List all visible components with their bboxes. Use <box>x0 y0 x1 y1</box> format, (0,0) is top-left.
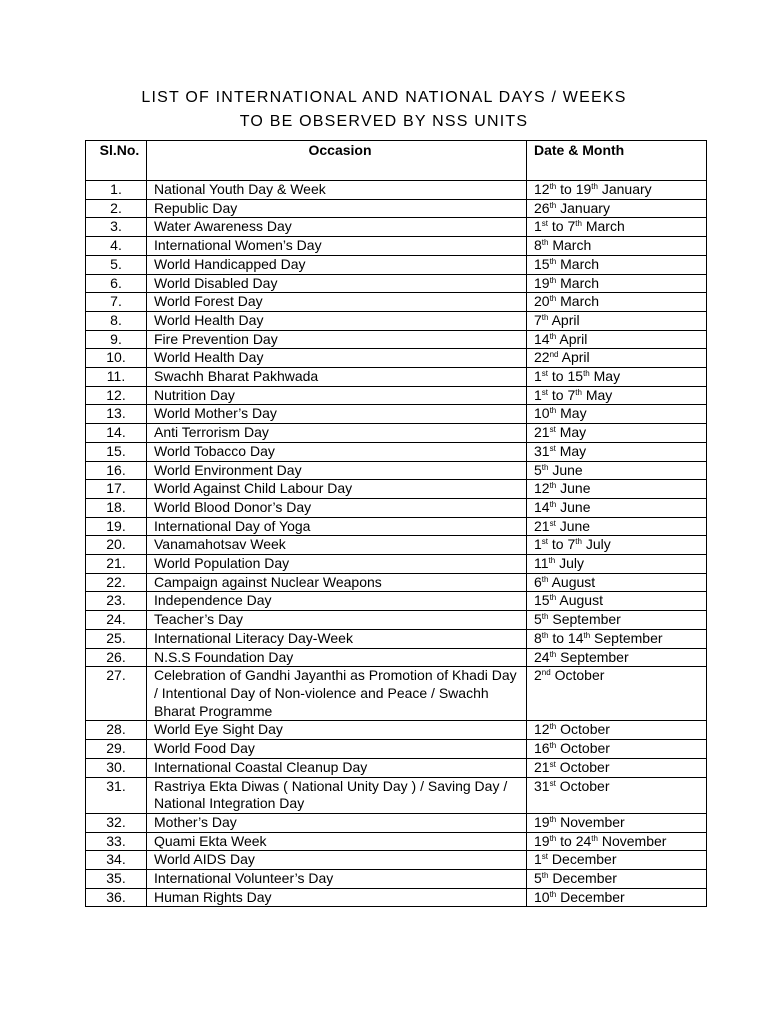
date-month-cell <box>527 888 707 907</box>
serial-number-cell: 4. <box>86 237 147 256</box>
occasion-cell: World Disabled Day <box>147 274 527 293</box>
table-row <box>86 311 707 330</box>
date-text: 11 <box>534 555 549 572</box>
ordinal-suffix: th <box>541 238 549 248</box>
table-row <box>86 255 707 274</box>
serial-number-cell: 7. <box>86 293 147 312</box>
table-row <box>86 832 707 851</box>
table-row <box>86 330 707 349</box>
table-row <box>86 442 707 461</box>
occasion-cell: World Mother’s Day <box>147 405 527 424</box>
occasion-cell: World Against Child Labour Day <box>147 480 527 499</box>
date-month-cell <box>527 199 707 218</box>
date-month-cell <box>527 629 707 648</box>
ordinal-suffix: th <box>583 369 590 379</box>
date-text: 15 <box>534 592 550 609</box>
date-text: 1 <box>534 386 542 403</box>
serial-number-cell: 10. <box>86 349 147 368</box>
serial-number-cell: 20. <box>86 536 147 555</box>
table-row <box>86 758 707 777</box>
date-text: January <box>556 199 610 216</box>
date-text: October <box>550 667 605 684</box>
occasion-cell: International Women’s Day <box>147 237 527 256</box>
date-month-cell <box>527 832 707 851</box>
table-row <box>86 498 707 517</box>
serial-number-cell: 16. <box>86 461 147 480</box>
table-row <box>86 368 707 387</box>
date-month-cell <box>527 237 707 256</box>
occasion-cell: World Health Day <box>147 311 527 330</box>
table-row <box>86 199 707 218</box>
table-body <box>86 181 707 907</box>
date-text: 14 <box>534 498 550 515</box>
occasion-cell: Swachh Bharat Pakhwada <box>147 368 527 387</box>
serial-number-cell: 28. <box>86 721 147 740</box>
date-month-cell <box>527 851 707 870</box>
date-month-cell <box>527 813 707 832</box>
table-row <box>86 480 707 499</box>
date-text: 20 <box>534 293 550 310</box>
serial-number-cell: 6. <box>86 274 147 293</box>
table-row <box>86 517 707 536</box>
date-month-cell <box>527 536 707 555</box>
date-month-cell <box>527 218 707 237</box>
table-row <box>86 405 707 424</box>
ordinal-suffix: st <box>541 219 549 229</box>
date-text: December <box>556 888 625 905</box>
date-text: 15 <box>534 255 550 272</box>
date-text: October <box>556 740 610 757</box>
date-month-cell <box>527 461 707 480</box>
serial-number-cell: 19. <box>86 517 147 536</box>
serial-number-cell: 5. <box>86 255 147 274</box>
serial-number-cell: 21. <box>86 555 147 574</box>
date-text: April <box>548 311 580 328</box>
date-month-cell <box>527 555 707 574</box>
date-text: October <box>556 721 610 738</box>
date-text: January <box>597 181 652 197</box>
occasion-cell: Rastriya Ekta Diwas ( National Unity Day ) / Saving Day / National Integration Day <box>147 777 527 813</box>
ordinal-suffix: th <box>549 649 557 659</box>
serial-number-cell: 12. <box>86 386 147 405</box>
ordinal-suffix: th <box>549 200 557 210</box>
serial-number-cell: 1. <box>86 181 147 200</box>
date-month-cell <box>527 442 707 461</box>
date-text: 12 <box>534 480 550 497</box>
table-row <box>86 349 707 368</box>
date-text: to 19 <box>556 181 592 197</box>
ordinal-suffix: th <box>549 814 557 824</box>
date-text: 1 <box>534 218 542 235</box>
serial-number-cell: 3. <box>86 218 147 237</box>
date-month-cell <box>527 424 707 443</box>
date-text: 5 <box>534 870 542 887</box>
date-text: May <box>581 386 613 403</box>
header-row <box>86 141 707 181</box>
date-text: 2 <box>534 667 542 684</box>
serial-number-cell: 33. <box>86 832 147 851</box>
occasion-cell: World Population Day <box>147 555 527 574</box>
table-row <box>86 592 707 611</box>
date-text: May <box>589 368 621 385</box>
table-row <box>86 611 707 630</box>
serial-number-cell: 32. <box>86 813 147 832</box>
date-month-cell <box>527 274 707 293</box>
occasion-header: Occasion <box>147 141 527 181</box>
ordinal-suffix: th <box>549 182 557 191</box>
serial-number-cell: 13. <box>86 405 147 424</box>
date-month-cell <box>527 592 707 611</box>
ordinal-suffix: th <box>583 630 591 640</box>
occasion-cell: Campaign against Nuclear Weapons <box>147 573 527 592</box>
occasion-cell: Anti Terrorism Day <box>147 424 527 443</box>
ordinal-suffix: st <box>549 759 556 769</box>
date-text: 7 <box>534 311 542 328</box>
date-month-cell <box>527 255 707 274</box>
date-text: December <box>548 870 617 887</box>
date-text: July <box>555 555 585 572</box>
occasion-cell: World Blood Donor’s Day <box>147 498 527 517</box>
date-month-cell <box>527 777 707 813</box>
occasion-cell: World Food Day <box>147 740 527 759</box>
serial-number-cell: 14. <box>86 424 147 443</box>
ordinal-suffix: th <box>549 722 557 732</box>
ordinal-suffix: st <box>549 443 556 453</box>
serial-number-cell: 11. <box>86 368 147 387</box>
occasion-cell: Quami Ekta Week <box>147 832 527 851</box>
document-title-line-2: TO BE OBSERVED BY NSS UNITS <box>239 113 529 130</box>
date-text: 21 <box>534 424 550 441</box>
occasion-cell: International Volunteer’s Day <box>147 870 527 889</box>
ordinal-suffix: st <box>541 852 549 862</box>
date-text: 10 <box>534 405 550 422</box>
date-text: September <box>548 611 621 628</box>
date-text: to 7 <box>548 218 576 235</box>
serial-number-cell: 30. <box>86 758 147 777</box>
date-month-cell <box>527 870 707 889</box>
date-text: August <box>556 592 603 609</box>
occasion-cell: World Environment Day <box>147 461 527 480</box>
ordinal-suffix: th <box>549 481 557 491</box>
table-row <box>86 629 707 648</box>
serial-number-cell: 31. <box>86 777 147 813</box>
date-text: October <box>555 758 610 775</box>
occasion-cell: World AIDS Day <box>147 851 527 870</box>
table-row <box>86 721 707 740</box>
ordinal-suffix: th <box>541 312 549 322</box>
occasion-cell: Human Rights Day <box>147 888 527 907</box>
table-row <box>86 813 707 832</box>
table-row <box>86 573 707 592</box>
table-row <box>86 555 707 574</box>
ordinal-suffix: st <box>541 387 549 397</box>
ordinal-suffix: th <box>549 499 557 509</box>
serial-number-header: Sl.No. <box>86 141 147 181</box>
serial-number-cell: 17. <box>86 480 147 499</box>
date-text: 12 <box>534 721 550 738</box>
table-row <box>86 274 707 293</box>
date-month-cell <box>527 611 707 630</box>
date-month-cell <box>527 648 707 667</box>
occasion-cell: World Forest Day <box>147 293 527 312</box>
serial-number-cell: 34. <box>86 851 147 870</box>
date-text: 8 <box>534 237 542 254</box>
date-month-header: Date & Month <box>527 141 707 181</box>
ordinal-suffix: th <box>549 331 557 341</box>
date-text: 31 <box>534 442 550 459</box>
date-text: to 7 <box>548 386 576 403</box>
table-header <box>86 141 707 181</box>
date-text: April <box>556 330 588 347</box>
ordinal-suffix: th <box>549 256 557 266</box>
date-month-cell <box>527 740 707 759</box>
date-text: to 7 <box>548 536 576 553</box>
ordinal-suffix: th <box>541 574 549 584</box>
occasion-cell: World Tobacco Day <box>147 442 527 461</box>
date-text: 16 <box>534 740 550 757</box>
document-title-line-1: LIST OF INTERNATIONAL AND NATIONAL DAYS / WEEKS <box>141 89 627 106</box>
ordinal-suffix: st <box>549 518 556 528</box>
date-month-cell <box>527 293 707 312</box>
date-text: June <box>548 461 583 478</box>
ordinal-suffix: th <box>575 387 582 397</box>
serial-number-cell: 35. <box>86 870 147 889</box>
ordinal-suffix: st <box>541 537 549 547</box>
occasion-cell: Teacher’s Day <box>147 611 527 630</box>
serial-number-cell: 15. <box>86 442 147 461</box>
date-month-cell <box>527 386 707 405</box>
date-text: April <box>558 349 590 366</box>
table-row <box>86 293 707 312</box>
ordinal-suffix: th <box>575 537 582 547</box>
occasion-cell: International Literacy Day-Week <box>147 629 527 648</box>
date-month-cell <box>527 405 707 424</box>
serial-number-cell: 27. <box>86 667 147 721</box>
ordinal-suffix: th <box>591 833 598 843</box>
table-row <box>86 181 707 200</box>
date-text: October <box>555 777 610 794</box>
occasion-cell: National Youth Day & Week <box>147 181 527 200</box>
occasion-cell: Independence Day <box>147 592 527 611</box>
ordinal-suffix: th <box>549 593 557 603</box>
occasion-cell: Vanamahotsav Week <box>147 536 527 555</box>
date-text: 19 <box>534 813 550 830</box>
ordinal-suffix: st <box>549 425 556 435</box>
table-row <box>86 667 707 721</box>
date-text: 5 <box>534 461 542 478</box>
ordinal-suffix: th <box>549 889 557 899</box>
date-text: 19 <box>534 832 550 849</box>
date-text: 1 <box>534 851 542 868</box>
date-text: March <box>556 255 600 272</box>
date-text: 1 <box>534 536 542 553</box>
occasion-cell: Mother’s Day <box>147 813 527 832</box>
date-month-cell <box>527 349 707 368</box>
serial-number-cell: 2. <box>86 199 147 218</box>
occasion-cell: World Health Day <box>147 349 527 368</box>
date-month-cell <box>527 517 707 536</box>
ordinal-suffix: th <box>549 406 557 416</box>
date-text: September <box>590 629 663 646</box>
occasion-cell: Nutrition Day <box>147 386 527 405</box>
occasion-cell: World Eye Sight Day <box>147 721 527 740</box>
ordinal-suffix: nd <box>549 350 559 360</box>
date-text: July <box>581 536 611 553</box>
date-text: to 15 <box>548 368 584 385</box>
date-text: 21 <box>534 758 550 775</box>
occasion-cell: International Day of Yoga <box>147 517 527 536</box>
date-month-cell <box>527 573 707 592</box>
table-row <box>86 777 707 813</box>
serial-number-cell: 22. <box>86 573 147 592</box>
ordinal-suffix: st <box>549 778 556 788</box>
ordinal-suffix: th <box>541 871 549 881</box>
table-row <box>86 424 707 443</box>
date-month-cell <box>527 311 707 330</box>
occasion-cell: World Handicapped Day <box>147 255 527 274</box>
date-text: to 24 <box>556 832 592 849</box>
date-text: June <box>556 498 591 515</box>
table-row <box>86 461 707 480</box>
date-text: 10 <box>534 888 550 905</box>
date-text: 5 <box>534 611 542 628</box>
date-text: 26 <box>534 199 550 216</box>
table-row <box>86 536 707 555</box>
occasion-cell: N.S.S Foundation Day <box>147 648 527 667</box>
table-row <box>86 386 707 405</box>
serial-number-cell: 26. <box>86 648 147 667</box>
date-text: November <box>556 813 625 830</box>
date-text: June <box>555 517 591 534</box>
occasion-cell: Water Awareness Day <box>147 218 527 237</box>
ordinal-suffix: nd <box>541 668 551 678</box>
ordinal-suffix: th <box>548 556 556 566</box>
ordinal-suffix: th <box>549 833 557 843</box>
ordinal-suffix: th <box>541 612 549 622</box>
table-row <box>86 851 707 870</box>
occasion-cell: International Coastal Cleanup Day <box>147 758 527 777</box>
date-month-cell <box>527 498 707 517</box>
date-text: May <box>556 405 587 422</box>
serial-number-cell: 25. <box>86 629 147 648</box>
date-text: March <box>556 293 600 310</box>
date-text: May <box>555 424 587 441</box>
ordinal-suffix: st <box>541 369 549 379</box>
date-text: March <box>556 274 600 291</box>
table-row <box>86 237 707 256</box>
date-text: March <box>548 237 592 254</box>
serial-number-cell: 36. <box>86 888 147 907</box>
ordinal-suffix: th <box>541 462 549 472</box>
date-month-cell <box>527 480 707 499</box>
date-text: to 14 <box>548 629 584 646</box>
date-text: 14 <box>534 330 550 347</box>
date-text: 21 <box>534 517 550 534</box>
table-row <box>86 740 707 759</box>
date-month-cell <box>527 181 707 200</box>
ordinal-suffix: th <box>549 294 557 304</box>
date-text: 6 <box>534 573 542 590</box>
table-row <box>86 648 707 667</box>
serial-number-cell: 18. <box>86 498 147 517</box>
date-text: August <box>548 573 596 590</box>
date-text: 31 <box>534 777 550 794</box>
ordinal-suffix: th <box>549 741 557 751</box>
date-month-cell <box>527 330 707 349</box>
occasion-cell: Celebration of Gandhi Jayanthi as Promotion of Khadi Day / Intentional Day of Non-violence and Peace / Swachh Bharat Programme <box>147 667 527 721</box>
date-text: 22 <box>534 349 550 366</box>
date-text: 19 <box>534 274 550 291</box>
table-row <box>86 888 707 907</box>
serial-number-cell: 24. <box>86 611 147 630</box>
occasion-cell: Fire Prevention Day <box>147 330 527 349</box>
serial-number-cell: 29. <box>86 740 147 759</box>
date-text: 8 <box>534 629 542 646</box>
serial-number-cell: 8. <box>86 311 147 330</box>
date-text: 12 <box>534 181 550 197</box>
date-text: May <box>555 442 587 459</box>
date-month-cell <box>527 368 707 387</box>
ordinal-suffix: th <box>549 275 557 285</box>
serial-number-cell: 9. <box>86 330 147 349</box>
date-text: March <box>581 218 625 235</box>
ordinal-suffix: th <box>575 219 582 229</box>
table-row <box>86 218 707 237</box>
date-text: 24 <box>534 648 550 665</box>
date-text: June <box>556 480 591 497</box>
ordinal-suffix: th <box>591 182 598 191</box>
ordinal-suffix: th <box>541 630 549 640</box>
date-text: November <box>597 832 667 849</box>
date-month-cell <box>527 667 707 721</box>
table-row <box>86 870 707 889</box>
serial-number-cell: 23. <box>86 592 147 611</box>
date-text: 1 <box>534 368 542 385</box>
date-text: September <box>556 648 629 665</box>
date-text: December <box>548 851 617 868</box>
occasion-cell: Republic Day <box>147 199 527 218</box>
observance-days-table <box>85 140 707 907</box>
date-month-cell <box>527 758 707 777</box>
date-month-cell <box>527 721 707 740</box>
